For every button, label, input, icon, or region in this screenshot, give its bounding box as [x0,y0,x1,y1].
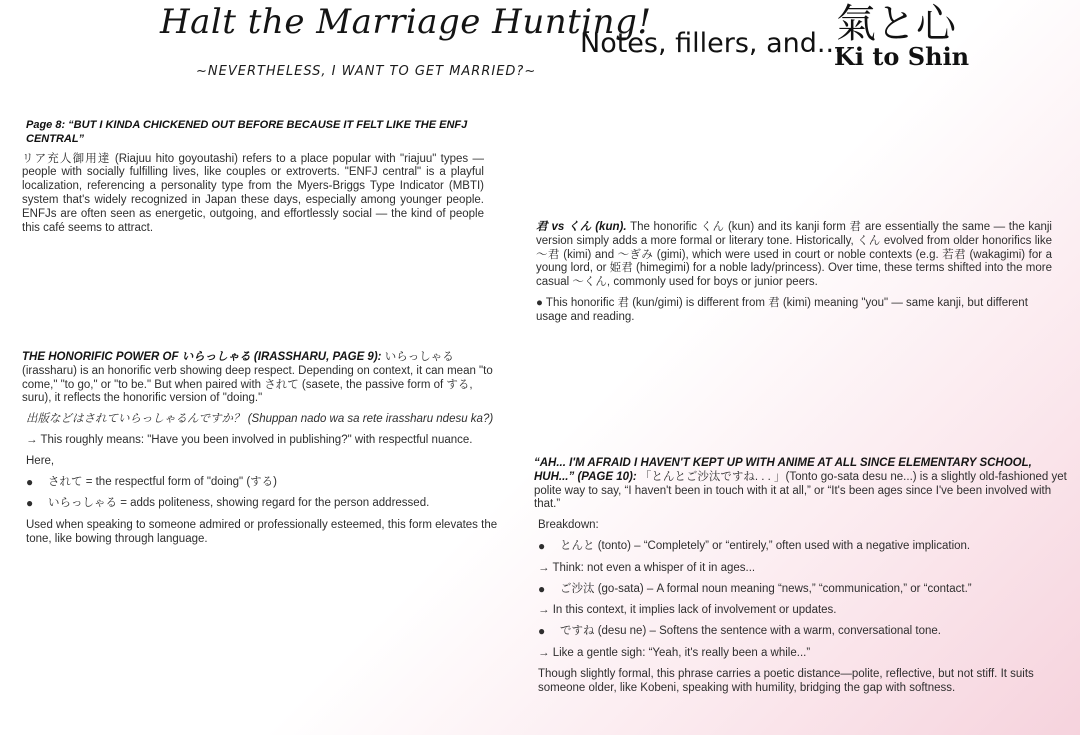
page-title: Halt the Marriage Hunting! [160,2,652,42]
list-item [26,497,500,511]
note-irassharu [22,351,500,554]
note-kun [536,221,1052,332]
logo-kanji: 氣と心 [836,1,956,47]
list-item-text: ですね (desu ne) – Softens the sentence with a warm, conversational tone. [560,625,941,638]
note-irassharu-paragraph [22,351,500,406]
note-anime-paragraph [534,457,1072,512]
logo-romaji: Ki to Shin [834,42,970,71]
note-anime-closing: Though slightly formal, this phrase carries a poetic distance—polite, reflective, but not stiff. It suits someone older, like Kobeni, speaking with humility, bridging the gap with softness. [538,667,1034,694]
note-irassharu-here: Here, [26,454,55,467]
list-item-text: ご沙汰 (go-sata) – A formal noun meaning “news,” “communication,” or “contact.” [560,582,972,595]
note-enfj-heading: Page 8: “BUT I KINDA CHICKENED OUT BEFORE BECAUSE IT FELT LIKE THE ENFJ CENTRAL” [26,119,468,145]
list-item-text: いらっしゃる = adds politeness, showing regard for the person addressed. [48,497,430,510]
note-irassharu-example: 出版などはされていらっしゃるんですか？ (Shuppan nado wa sa rete irassharu ndesu ka?) [26,413,494,426]
note-anime-body: 「とんとご沙汰ですね. . . 」(Tonto go-sata desu ne...) is a slightly old-fashioned yet polite way to say, “I haven't been in touch with it at all,” or “It's been ages since I've been involved with that.” [534,470,1067,511]
list-item [26,476,500,490]
note-irassharu-body: いらっしゃる (irassharu) is an honorific verb showing deep respect. Depending on context, it can mean "to come," "to go," or "to be." But when paired with されて (sasete, the passive form of する, suru), it reflects the honorific version of "doing." [22,351,493,405]
note-kun-body: The honorific くん (kun) and its kanji form 君 are essentially the same — the kanji version simply adds a more formal or literary tone. Historically, くん evolved from older honorifics like ～君 (kimi) and ～ぎみ (gimi), which were used in court or noble contexts (e.g. 若君 (wakagimi) for a young lord, or 姫君 (himegimi) for a noble lady/princess). Over time, these terms shifted into the more casual ～くん, commonly used for boys or junior peers. [536,221,1052,289]
note-kun-lead: 君 vs くん (kun). [536,221,627,233]
note-anime-arrow: → Like a gentle sigh: “Yeah, it's really been a while...” [538,646,811,659]
bullet-icon: ● [26,474,34,489]
list-item [538,583,1072,597]
notes-title: Notes, fillers, and... [580,28,843,59]
list-item-text: とんと (tonto) – “Completely” or “entirely,” often used with a negative implication. [560,539,971,552]
bullet-icon: ● [538,538,546,553]
list-item [538,625,1072,639]
note-anime-arrow: → Think: not even a whisper of it in ages... [538,561,756,574]
list-item [538,540,1072,554]
note-irassharu-closing: Used when speaking to someone admired or professionally esteemed, this form elevates the tone, like bowing through language. [26,519,498,545]
note-enfj [22,119,484,242]
bullet-icon: ● [26,496,34,511]
note-kun-paragraph [536,221,1052,290]
note-anime-lead: “AH... I'M AFRAID I HAVEN'T KEPT UP WITH ANIME AT ALL SINCE ELEMENTARY SCHOOL, HUH...” (PAGE 10): [534,457,1032,483]
note-kun-bullet: ● This honorific 君 (kun/gimi) is different from 君 (kimi) meaning "you" — same kanji, but different usage and reading. [536,296,1028,323]
note-anime-arrow: → In this context, it implies lack of involvement or updates. [538,604,837,617]
note-anime [534,457,1072,702]
note-irassharu-meaning: → This roughly means: "Have you been involved in publishing?" with respectful nuance. [26,433,473,446]
bullet-icon: ● [538,624,546,639]
note-irassharu-lead: THE HONORIFIC POWER OF いらっしゃる (IRASSHARU, PAGE 9): [22,351,382,363]
note-anime-breakdown: Breakdown: [538,519,599,532]
note-enfj-body: リア充人御用達 (Riajuu hito goyoutashi) refers to a place popular with "riajuu" types — people with socially fulfilling lives, like couples or extroverts. "ENFJ central" is a playful localization, referencing a personality type from the Myers-Briggs Type Indicator (MBTI) system that's widely recognized in Japan these days, especially among younger people. ENFJs are often seen as energetic, outgoing, and effortlessly social — the kind of people this café seems to attract. [22,152,484,234]
page-subtitle: ~NEVERTHELESS, I WANT TO GET MARRIED?~ [196,64,537,79]
bullet-icon: ● [538,581,546,596]
list-item-text: されて = the respectful form of "doing" (する) [48,475,277,488]
